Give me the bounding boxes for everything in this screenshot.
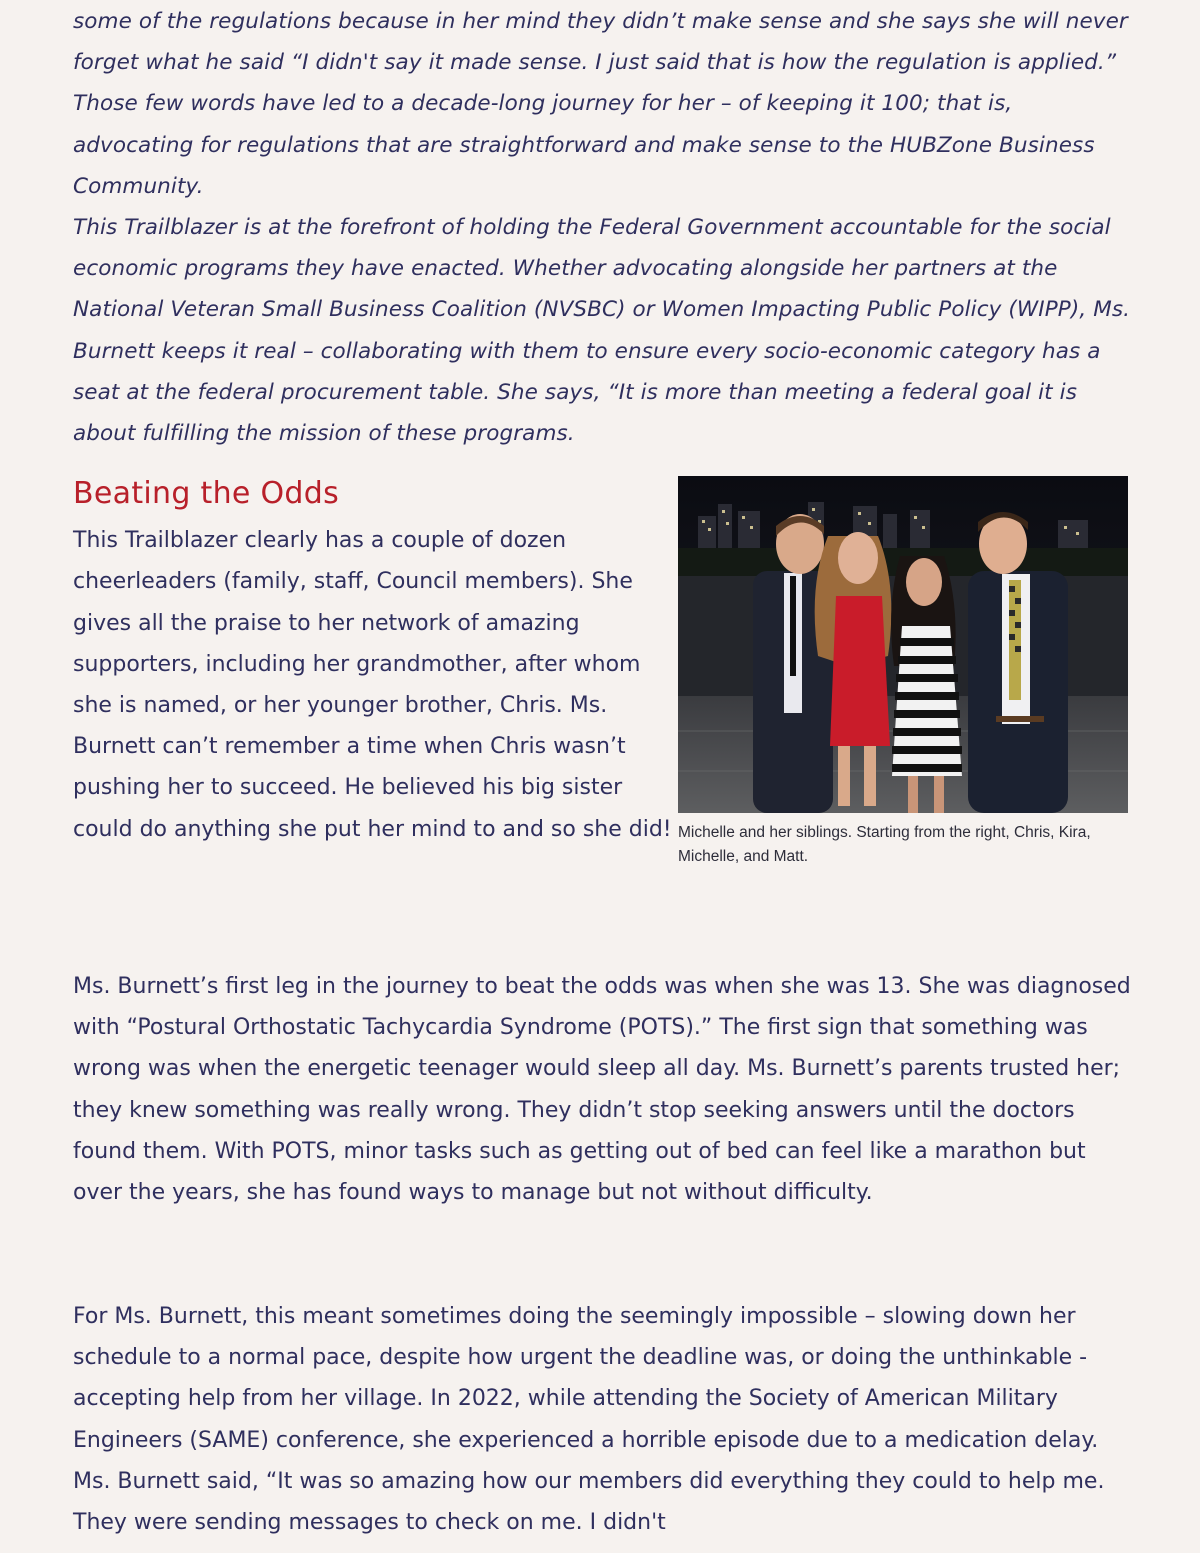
section-heading: Beating the Odds bbox=[73, 476, 340, 512]
sibling-photo-figure bbox=[678, 476, 1128, 869]
body-paragraph-1: Ms. Burnett’s first leg in the journey to beat the odds was when she was 13. She was diagnosed with “Postural Orthostatic Tachycardia Syndrome (POTS).” The first sign that something was wrong was when the energetic teenager would sleep all day. Ms. Burnett’s parents trusted her; they knew something was really wrong. They didn’t stop seeking answers until the doctors found them. With POTS, minor tasks such as getting out of bed can feel like a marathon but over the years, she has found ways to manage but not without difficulty. bbox=[73, 974, 1131, 1206]
beating-the-odds-section bbox=[73, 476, 1133, 896]
section-paragraph: This Trailblazer clearly has a couple of dozen cheerleaders (family, staff, Council members). She gives all the praise to her network of amazing supporters, including her grandmother, after whom she is named, or her younger brother, Chris. Ms. Burnett can’t remember a time when Chris wasn’t pushing her to succeed. He believed his big sister could do anything she put her mind to and so she did! bbox=[73, 528, 672, 842]
article bbox=[73, 0, 1133, 896]
photo-caption: Michelle and her siblings. Starting from the right, Chris, Kira, Michelle, and Matt. bbox=[678, 824, 1091, 866]
intro-paragraph-2: This Trailblazer is at the forefront of holding the Federal Government accountable for the social economic programs they have enacted. Whether advocating alongside her partners at the National Veteran Small Business Coalition (NVSBC) or Women Impacting Public Policy (WIPP), Ms. Burnett keeps it real – collaborating with them to ensure every socio-economic category has a seat at the federal procurement table. She says, “It is more than meeting a federal goal it is about fulfilling the mission of these programs. bbox=[73, 215, 1131, 447]
intro-quote-block bbox=[73, 1, 1133, 454]
person-kira bbox=[891, 556, 962, 813]
intro-paragraph-1: some of the regulations because in her mind they didn’t make sense and she says she will never forget what he said “I didn't say it made sense. I just said that is how the regulation is applied.” Those few words have led to a decade-long journey for her – of keeping it 100; that is, advocating for regulations that are straightforward and make sense to the HUBZone Business Community. bbox=[73, 9, 1128, 199]
body-paragraph-2: For Ms. Burnett, this meant sometimes doing the seemingly impossible – slowing down her schedule to a normal pace, despite how urgent the deadline was, or doing the unthinkable - accepting help from her village. In 2022, while attending the Society of American Military Engineers (SAME) conference, she experienced a horrible episode due to a medication delay. Ms. Burnett said, “It was so amazing how our members did everything they could to help me. They were sending messages to check on me. I didn't bbox=[73, 1304, 1105, 1536]
sibling-photo bbox=[678, 476, 1128, 813]
